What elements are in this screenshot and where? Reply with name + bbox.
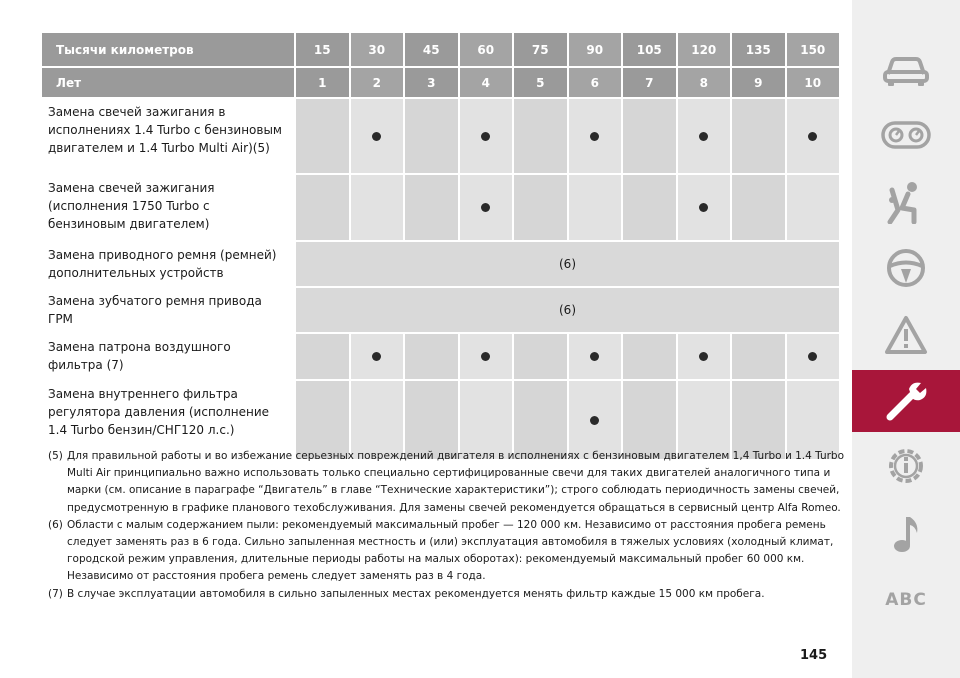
- schedule-cell: [678, 334, 731, 379]
- sidebar-item-technical-data[interactable]: [852, 436, 960, 496]
- wrench-icon: [882, 379, 930, 423]
- chapter-sidebar: [852, 0, 960, 678]
- scheduled-dot: [808, 352, 817, 361]
- schedule-cell: [351, 175, 404, 240]
- header-year: 3: [405, 68, 458, 97]
- index-abc-label: ABC: [885, 590, 927, 610]
- footnote-number: (5): [48, 450, 63, 462]
- schedule-cell: [623, 334, 676, 379]
- warning-triangle-icon: [884, 315, 928, 355]
- scheduled-dot: [699, 352, 708, 361]
- schedule-cell: [569, 99, 622, 173]
- scheduled-dot: [372, 352, 381, 361]
- dashboard-gauges-icon: [881, 120, 931, 150]
- airbag-seat-icon: [884, 180, 928, 224]
- row-label: Замена свечей зажигания (исполнения 1750 Turbo с бензиновым двигателем): [42, 175, 294, 240]
- sidebar-item-safety[interactable]: [852, 172, 960, 232]
- schedule-cell: [623, 175, 676, 240]
- schedule-cell: [787, 334, 840, 379]
- header-km: 45: [405, 33, 458, 66]
- scheduled-dot: [372, 132, 381, 141]
- schedule-cell: [296, 99, 349, 173]
- header-km: 90: [569, 33, 622, 66]
- schedule-cell: [296, 175, 349, 240]
- row-label: Замена свечей зажигания в исполнениях 1.4 Turbo с бензиновым двигателем и 1.4 Turbo Multi Air)(5): [42, 99, 294, 173]
- footnote: [48, 448, 844, 517]
- header-km-label: Тысячи километров: [42, 33, 294, 66]
- schedule-cell: [460, 99, 513, 173]
- header-km: 75: [514, 33, 567, 66]
- schedule-cell: [405, 99, 458, 173]
- span-note-cell: (6): [296, 242, 839, 286]
- sidebar-item-dashboard[interactable]: [852, 105, 960, 165]
- header-km: 135: [732, 33, 785, 66]
- schedule-cell: [678, 99, 731, 173]
- scheduled-dot: [481, 132, 490, 141]
- row-label: Замена зубчатого ремня привода ГРМ: [42, 288, 294, 332]
- sidebar-item-multimedia[interactable]: [852, 505, 960, 565]
- row-label: Замена внутреннего фильтра регулятора давления (исполнение 1.4 Turbo бензин/СНГ120 л.с.): [42, 381, 294, 459]
- schedule-cell: [787, 99, 840, 173]
- scheduled-dot: [481, 352, 490, 361]
- schedule-cell: [405, 175, 458, 240]
- header-year: 8: [678, 68, 731, 97]
- row-label: Замена приводного ремня (ремней) дополнительных устройств: [42, 242, 294, 286]
- header-year: 5: [514, 68, 567, 97]
- schedule-cell: [296, 334, 349, 379]
- scheduled-dot: [699, 203, 708, 212]
- scheduled-dot: [481, 203, 490, 212]
- schedule-cell: [678, 175, 731, 240]
- sidebar-item-car[interactable]: [852, 40, 960, 100]
- footnote-text: Области с малым содержанием пыли: рекомендуемый максимальный пробег — 120 000 км. Независимо от расстояния пробега ремень следует заменять раз в 6 года. Сильно запыленная местность и (или) эксплуатация автомобиля в тяжелых условиях (холодный климат, городской режим управления, длительные периоды работы на малых оборотах): рекомендуемый максимальный пробег 60 000 км. Независимо от расстояния пробега ремень следует заменять раз в 4 года.: [67, 518, 834, 583]
- header-km: 120: [678, 33, 731, 66]
- schedule-cell: [623, 99, 676, 173]
- header-year: 10: [787, 68, 840, 97]
- header-year: 4: [460, 68, 513, 97]
- header-year: 9: [732, 68, 785, 97]
- schedule-cell: [732, 334, 785, 379]
- schedule-cell: [405, 334, 458, 379]
- header-years-label: Лет: [42, 68, 294, 97]
- header-km: 105: [623, 33, 676, 66]
- steering-wheel-icon: [885, 247, 927, 289]
- span-note-cell: (6): [296, 288, 839, 332]
- car-icon: [882, 52, 930, 88]
- header-year: 7: [623, 68, 676, 97]
- footnote-number: (6): [48, 518, 63, 531]
- schedule-cell: [514, 175, 567, 240]
- info-gear-icon: [884, 444, 928, 488]
- header-km: 30: [351, 33, 404, 66]
- footnotes: [48, 448, 844, 603]
- schedule-cell: [351, 99, 404, 173]
- header-km: 60: [460, 33, 513, 66]
- footnote-text: В случае эксплуатации автомобиля в сильно запыленных местах рекомендуется менять фильтр каждые 15 000 км пробега.: [67, 587, 765, 600]
- header-year: 2: [351, 68, 404, 97]
- schedule-cell: [351, 334, 404, 379]
- schedule-cell: [732, 175, 785, 240]
- header-km: 150: [787, 33, 840, 66]
- schedule-cell: [514, 334, 567, 379]
- scheduled-dot: [590, 352, 599, 361]
- schedule-cell: [460, 175, 513, 240]
- footnote: [48, 586, 844, 603]
- schedule-cell: [732, 99, 785, 173]
- schedule-cell: [569, 334, 622, 379]
- footnote: [48, 517, 844, 586]
- sidebar-item-driving[interactable]: [852, 238, 960, 298]
- schedule-cell: [569, 175, 622, 240]
- header-km: 15: [296, 33, 349, 66]
- footnote-number: (7): [48, 587, 63, 600]
- scheduled-dot: [699, 132, 708, 141]
- schedule-cell: [787, 175, 840, 240]
- schedule-cell: [460, 334, 513, 379]
- scheduled-dot: [590, 132, 599, 141]
- music-note-icon: [889, 513, 923, 557]
- maintenance-schedule-table: [42, 33, 839, 445]
- page-number: 145: [800, 648, 828, 663]
- header-year: 6: [569, 68, 622, 97]
- scheduled-dot: [590, 416, 599, 425]
- sidebar-item-index[interactable]: [852, 570, 960, 630]
- header-year: 1: [296, 68, 349, 97]
- sidebar-item-maintenance[interactable]: [852, 370, 960, 432]
- sidebar-item-emergency[interactable]: [852, 305, 960, 365]
- scheduled-dot: [808, 132, 817, 141]
- schedule-cell: [514, 99, 567, 173]
- footnote-text: Для правильной работы и во избежание серьезных повреждений двигателя в исполнениях с бензиновым двигателем 1,4 Turbo и 1.4 Turbo Multi Air принципиально важно использовать только специально сертифицированные свечи для таких двигателей аналогичного типа и марки (см. описание в параграфе “Двигатель” в главе “Технические характеристики”); строго соблюдать периодичность замены свечей, предусмотренную в графике планового техобслуживания. Для замены свечей рекомендуется обращаться в сервисный центр Alfa Romeo.: [67, 450, 845, 514]
- row-label: Замена патрона воздушного фильтра (7): [42, 334, 294, 379]
